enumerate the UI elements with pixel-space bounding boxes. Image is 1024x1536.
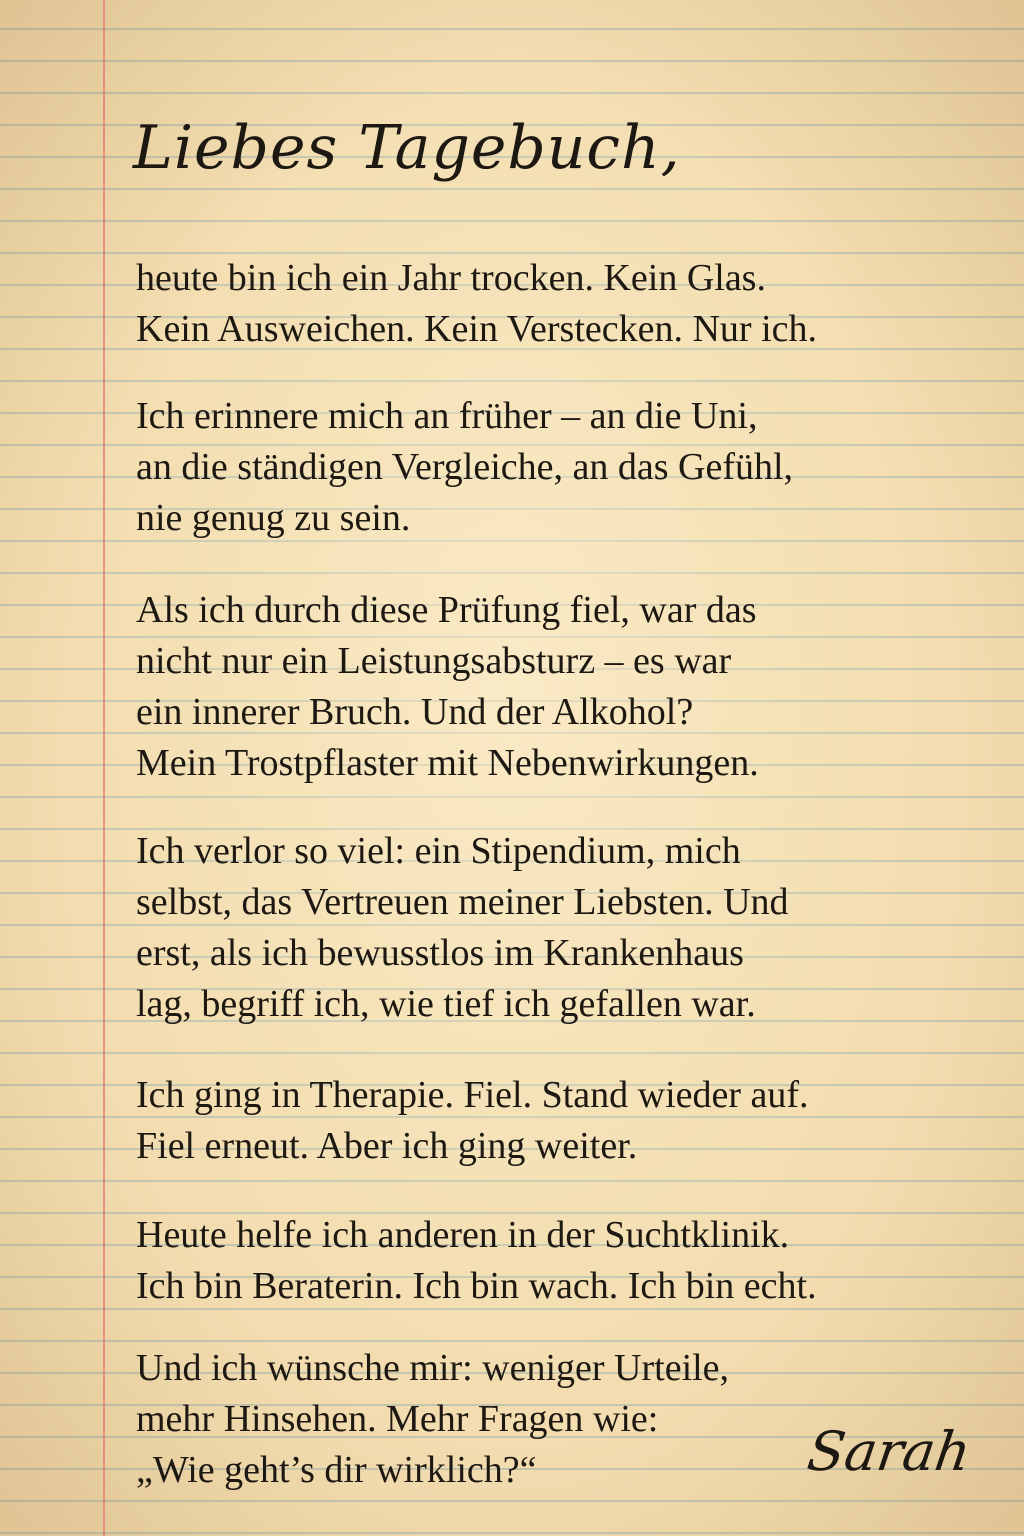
paragraph-line: Mein Trostpflaster mit Nebenwirkungen. (136, 742, 759, 784)
diary-paragraph-1 (136, 253, 817, 355)
diary-title: Liebes Tagebuch, (133, 113, 681, 183)
paragraph-line: erst, als ich bewusstlos im Krankenhaus (136, 932, 744, 974)
paragraph-line: Ich erinnere mich an früher – an die Uni, (136, 395, 758, 437)
paragraph-line: Als ich durch diese Prüfung fiel, war das (136, 589, 757, 631)
paragraph-line: heute bin ich ein Jahr trocken. Kein Glas. (136, 257, 766, 299)
diary-paragraph-3 (136, 585, 759, 789)
paragraph-line: Fiel erneut. Aber ich ging weiter. (136, 1125, 638, 1167)
paragraph-line: nie genug zu sein. (136, 497, 411, 539)
paragraph-line: nicht nur ein Leistungsabsturz – es war (136, 640, 732, 682)
paragraph-line: Und ich wünsche mir: weniger Urteile, (136, 1347, 730, 1389)
diary-paragraph-5 (136, 1070, 809, 1172)
paragraph-line: ein innerer Bruch. Und der Alkohol? (136, 691, 694, 733)
paragraph-line: „Wie geht’s dir wirklich?“ (136, 1449, 537, 1491)
paragraph-line: mehr Hinsehen. Mehr Fragen wie: (136, 1398, 659, 1440)
paragraph-line: Heute helfe ich anderen in der Suchtklinik. (136, 1214, 790, 1256)
diary-paragraph-4 (136, 826, 789, 1030)
paragraph-line: Ich verlor so viel: ein Stipendium, mich (136, 830, 741, 872)
paragraph-line: Kein Ausweichen. Kein Verstecken. Nur ich. (136, 308, 817, 350)
paragraph-line: an die ständigen Vergleiche, an das Gefühl, (136, 446, 794, 488)
diary-paragraph-6 (136, 1210, 817, 1312)
paragraph-line: selbst, das Vertreuen meiner Liebsten. Und (136, 881, 789, 923)
signature: Sarah (803, 1420, 975, 1483)
paragraph-line: Ich bin Beraterin. Ich bin wach. Ich bin echt. (136, 1265, 817, 1307)
margin-line (103, 0, 105, 1536)
paragraph-line: Ich ging in Therapie. Fiel. Stand wieder auf. (136, 1074, 809, 1116)
diary-paragraph-2 (136, 391, 793, 544)
paragraph-line: lag, begriff ich, wie tief ich gefallen war. (136, 983, 756, 1025)
diary-paragraph-7 (136, 1343, 729, 1496)
